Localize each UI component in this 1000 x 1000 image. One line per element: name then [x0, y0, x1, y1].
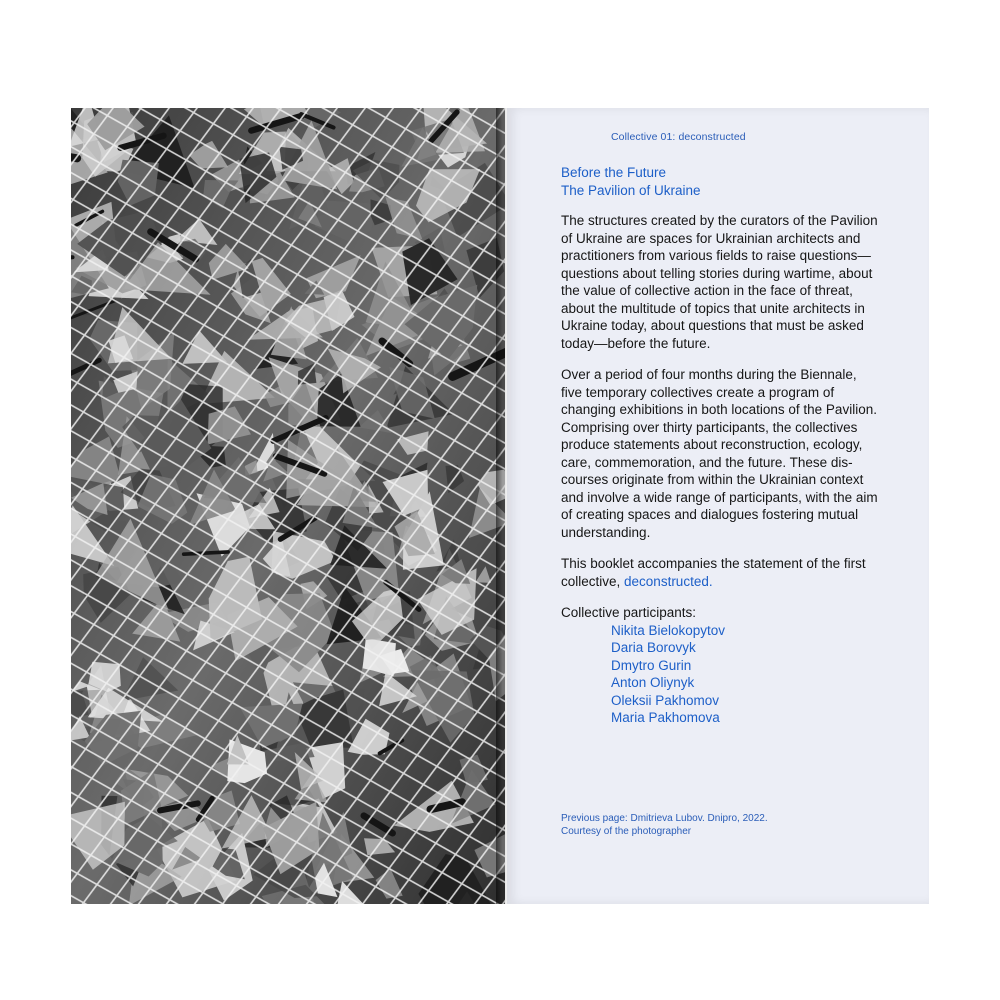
text-line: of creating spaces and dialogues fostering mutual: [561, 507, 859, 522]
text-line: and involve a wide range of participants, with the aim: [561, 489, 878, 505]
text-line: about the multitude of topics that unite architects in: [561, 300, 865, 316]
text-line: changing exhibitions in both locations of the Pavilion.: [561, 402, 877, 417]
participant-name: Anton Oliynyk: [611, 675, 695, 690]
participant-name: Maria Pakhomova: [611, 710, 720, 725]
text-line: today—before the future.: [561, 335, 711, 351]
photo-credit: [561, 812, 768, 838]
text-line: Comprising over thirty participants, the collectives: [561, 419, 858, 435]
photograph-crumpled-paper-netting: [71, 108, 505, 904]
credit-line-2: Courtesy of the photographer: [561, 826, 692, 837]
text-line: This booklet accompanies the statement of the first: [561, 556, 866, 571]
title-line-1: Before the Future: [561, 165, 667, 180]
paragraph-intro: [561, 212, 901, 352]
credit-line-1: Previous page: Dmitrieva Lubov. Dnipro, 2022.: [561, 813, 768, 824]
text-line: The structures created by the curators of the Pavilion: [561, 213, 878, 228]
text-line: practitioners from various fields to raise questions—: [561, 248, 871, 263]
text-prefix: collective,: [561, 573, 625, 589]
participant-name: Nikita Bielokopytov: [611, 622, 726, 638]
text-line: understanding.: [561, 524, 651, 540]
photograph-texture: [71, 108, 505, 904]
text-line: questions about telling stories during wartime, about: [561, 265, 873, 281]
text-page: [507, 108, 929, 904]
collective-name-highlight: deconstructed.: [624, 573, 713, 589]
text-line: courses originate from within the Ukrainian context: [561, 472, 864, 487]
text-line: the value of collective action in the face of threat,: [561, 283, 853, 298]
text-line: care, commemoration, and the future. These dis-: [561, 454, 853, 470]
running-head: Collective 01: deconstructed: [611, 131, 746, 143]
participants-label: Collective participants:: [561, 605, 697, 620]
participant-name: Daria Borovyk: [611, 640, 696, 655]
text-line: produce statements about reconstruction, ecology,: [561, 437, 863, 452]
text-line: [561, 573, 901, 591]
participants-list: [561, 622, 901, 727]
paragraph-booklet: [561, 555, 901, 590]
body-text: [561, 212, 901, 727]
participant-name: Dmytro Gurin: [611, 657, 692, 673]
title-block: [561, 164, 701, 200]
text-line: Over a period of four months during the Biennale,: [561, 367, 857, 382]
title-line-2: The Pavilion of Ukraine: [561, 183, 701, 198]
text-line: of Ukraine are spaces for Ukrainian architects and: [561, 230, 861, 246]
paragraph-program: [561, 366, 901, 541]
text-line: five temporary collectives create a program of: [561, 384, 835, 400]
participant-name: Oleksii Pakhomov: [611, 692, 720, 708]
text-line: Ukraine today, about questions that must be asked: [561, 318, 864, 333]
